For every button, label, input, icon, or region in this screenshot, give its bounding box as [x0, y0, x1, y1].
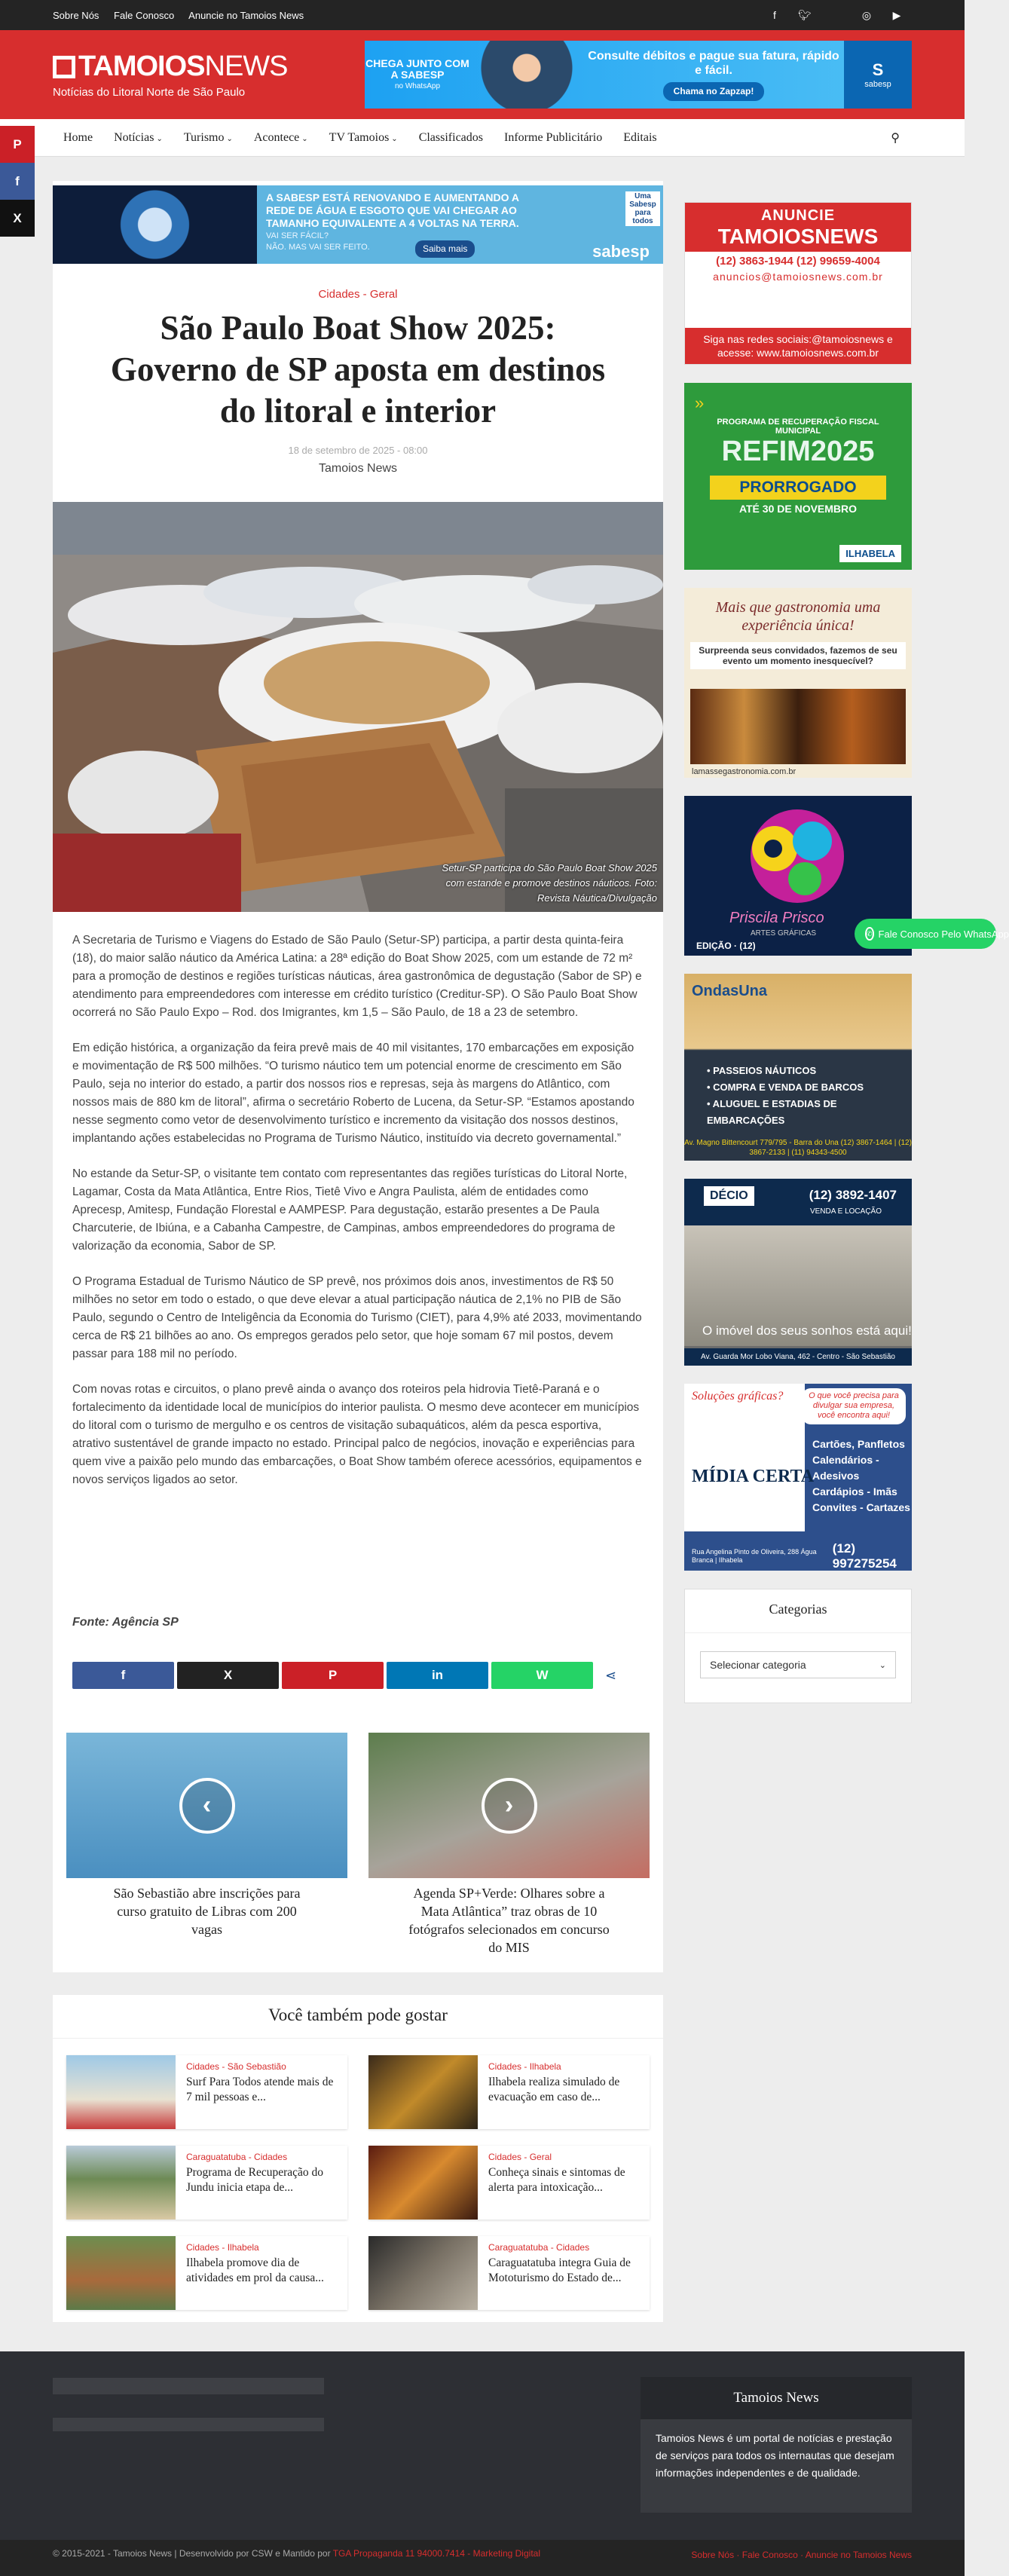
site-logo[interactable] [53, 50, 288, 99]
nav-item-informe[interactable] [494, 131, 613, 145]
card-thumbnail [368, 2146, 478, 2220]
next-post-title[interactable]: Agenda SP+Verde: Olhares sobre a Mata Atlântica” traz obras de 10 fotógrafos selecionados em concurso do MIS [408, 1886, 610, 1955]
top-links [53, 10, 316, 21]
top-bar [0, 0, 965, 30]
footer-widget-title: Tamoios News [641, 2377, 912, 2419]
banner-mid [583, 49, 844, 101]
ad-logo: Uma Sabesp para todos [625, 191, 660, 226]
ad5-services [707, 1063, 912, 1129]
facebook-icon[interactable]: f [773, 8, 776, 21]
share-more-icon[interactable]: ⋖ [605, 1667, 617, 1683]
copyright [53, 2548, 540, 2559]
card-category[interactable]: Cidades - São Sebastião [186, 2061, 286, 2072]
top-link-about[interactable]: Sobre Nós [53, 9, 99, 21]
article-paragraph: Em edição histórica, a organização da feira prevê mais de 40 mil visitantes, 170 embarcações em exposição e movimentação de R$ 500 milhões. “O turismo náutico tem um potencial enorme de crescimento em São Paulo, seja no interior do estado, a partir dos nossos rios e represas, seja às margens do Atlântico, com nossos mais de 880 km de litoral”, afirma o secretário Roberto de Lucena, da Setur-SP. “Estamos apostando nesse segmento como vetor de desenvolvimento turístico e incremento da visitação dos nossos destinos, implantando ações estabelecidas no Programa de Turismo Náutico, instituído via decreto governamental.” [72, 1042, 634, 1145]
ad2-program: PROGRAMA DE RECUPERAÇÃO FISCAL MUNICIPAL [717, 418, 879, 436]
whatsapp-contact-button[interactable] [855, 919, 1009, 949]
chevron-left-icon[interactable]: ‹ [179, 1778, 235, 1834]
ad4-footer: EDIÇÃO · (12) [696, 941, 756, 951]
category-select-value: Selecionar categoria [710, 1659, 806, 1671]
facebook-icon: f [121, 1668, 126, 1682]
facebook-icon: f [15, 173, 20, 188]
x-share-button[interactable] [0, 200, 35, 237]
top-link-contact[interactable]: Fale Conosco [114, 9, 175, 21]
pinterest-icon: P [13, 136, 22, 151]
ad1-email: anuncios@tamoiosnews.com.br [713, 271, 883, 283]
spacer [820, 9, 852, 22]
ad1-title: ANUNCIE [760, 207, 836, 224]
ad-brand: sabesp [592, 242, 650, 261]
card-category[interactable]: Cidades - Ilhabela [488, 2061, 561, 2072]
article-category[interactable]: Cidades - Geral [318, 288, 398, 301]
list-item[interactable] [66, 2146, 347, 2220]
header-ad-banner[interactable] [365, 41, 912, 109]
floating-share-bar [0, 126, 35, 237]
copyright-text: © 2015-2021 - Tamoios News | Desenvolvido por CSW e Mantido por [53, 2548, 333, 2559]
article-body [72, 932, 642, 1507]
x-share-button[interactable] [177, 1662, 279, 1689]
ad4-subtitle: ARTES GRÁFICAS [751, 929, 817, 938]
ad6-header [684, 1179, 912, 1225]
ad7-phone: (12) 997275254 [832, 1541, 897, 1571]
footer-widget-text: Tamoios News é um portal de notícias e prestação de serviços para todos os internautas que desejam informações independentes e de qualidade. [656, 2432, 894, 2479]
card-category[interactable]: Cidades - Ilhabela [186, 2242, 259, 2253]
card-title[interactable]: Surf Para Todos atende mais de 7 mil pessoas e... [186, 2076, 334, 2103]
logo-text-news: NEWS [204, 50, 288, 82]
nav-label: Turismo [183, 131, 225, 144]
nav-label: Editais [623, 131, 657, 144]
ad1-phones: (12) 3863-1944 (12) 99659-4004 [716, 255, 880, 268]
top-link-advertise[interactable]: Anuncie no Tamoios News [188, 9, 304, 21]
site-header [0, 30, 965, 119]
ad7-service: Cardápios - Imãs [812, 1485, 897, 1498]
ad3-subtext: Surpreenda seus convidados, fazemos de seu evento um momento inesquecível? [690, 642, 906, 669]
nav-item-tv-tamoios[interactable] [319, 131, 408, 145]
sabesp-logo-text: sabesp [864, 80, 891, 89]
list-item[interactable] [368, 2055, 650, 2129]
ad5-logo: OndasUna [692, 983, 768, 999]
ad7-service: Convites - Cartazes [812, 1501, 910, 1513]
footer-placeholder-block [53, 2378, 324, 2394]
also-heading: Você também pode gostar [53, 1995, 663, 2039]
article-title: São Paulo Boat Show 2025: Governo de SP aposta em destinos do litoral e interior [110, 309, 606, 430]
ad-sub1: VAI SER FÁCIL? [266, 231, 329, 240]
chevron-down-icon: ⌄ [226, 135, 233, 143]
sabesp-logo [844, 41, 912, 109]
categories-widget [684, 1589, 912, 1703]
card-category[interactable]: Caraguatatuba - Cidades [186, 2152, 288, 2162]
article-paragraph: O Programa Estadual de Turismo Náutico de SP prevê, nos próximos dois anos, investimentos de R$ 50 milhões no setor em todo o estado, o que deve elevar a atual participação náutica de 2,1% no PIB de São Paulo, segundo o Centro de Inteligência da Economia do Turismo (CIET), para 4,9% até 2033, movimentando cerca de R$ 21 bilhões ao ano. Os empregos gerados pelo setor, que hoje somam 67 mil postos, devem passar para 188 mil no período. [72, 1275, 642, 1360]
chevron-right-icon[interactable]: › [482, 1778, 537, 1834]
ad6-address: Av. Guarda Mor Lobo Viana, 462 - Centro - São Sebastião [684, 1348, 912, 1366]
nav-label: Home [63, 131, 93, 144]
sidebar-ad-decio[interactable] [684, 1179, 912, 1366]
nav-label: Classificados [418, 131, 484, 144]
article-date: 18 de setembro de 2025 - 08:00 [288, 445, 428, 456]
card-thumbnail [66, 2236, 176, 2310]
article-paragraph: Com novas rotas e circuitos, o plano prevê ainda o avanço dos roteiros pela hidrovia Tietê-Paraná e o fortalecimento da identidade local de municípios do interior paulista. O mesmo deve acontecer em municípios do litoral com o turismo de mergulho e os centros de visitação subaquáticos, além da pesca esportiva, atrativo sustentável de grande impacto no estado. Principal palco de negócios, inovação e experiências para quem vive a paixão pelo mundo das embarcações, o Boat Show também oferece acessórios, equipamentos e novos serviços ligados ao setor. [72, 1383, 642, 1486]
card-title[interactable]: Caraguatatuba integra Guia de Mototurismo do Estado de... [488, 2256, 631, 2284]
ad6-sub: VENDA E LOCAÇÃO [809, 1207, 882, 1216]
pinterest-share-button[interactable] [282, 1662, 384, 1689]
ad1-logo: TAMOIOSNEWS [717, 225, 879, 248]
ad7-white-panel [684, 1384, 805, 1531]
previous-post-image [66, 1733, 347, 1878]
chevron-down-icon: ⌄ [879, 1660, 886, 1670]
linkedin-icon: in [431, 1668, 444, 1682]
banner-left-text: CHEGA JUNTO COM A SABESP [365, 57, 469, 81]
instagram-icon[interactable]: ◎ [861, 8, 872, 21]
nav-label: TV Tamoios [329, 131, 390, 144]
previous-post-title[interactable]: São Sebastião abre inscrições para curso gratuito de Libras com 200 vagas [113, 1886, 301, 1937]
ad6-phone: (12) 3892-1407 [809, 1188, 897, 1202]
banner-mid-text: Consulte débitos e pague sua fatura, rápido e fácil. [588, 49, 839, 77]
linkedin-share-button[interactable] [387, 1662, 488, 1689]
ad6-slogan: O imóvel dos seus sonhos está aqui! [702, 1323, 912, 1338]
credit-link[interactable]: TGA Propaganda 11 94000.7414 - Marketing Digital [332, 2548, 540, 2559]
card-thumbnail [368, 2055, 478, 2129]
you-may-also-like [53, 1995, 663, 2322]
card-thumbnail [66, 2055, 176, 2129]
article-container [53, 181, 663, 1972]
ad7-address: Rua Angelina Pinto de Oliveira, 288 Água Branca | Ilhabela [692, 1548, 817, 1564]
card-category[interactable]: Caraguatatuba - Cidades [488, 2242, 590, 2253]
card-title[interactable]: Ilhabela realiza simulado de evacuação em caso de... [488, 2076, 620, 2103]
ad1-header [685, 203, 911, 252]
card-title[interactable]: Programa de Recuperação do Jundu inicia etapa de... [186, 2166, 324, 2194]
ad3-headline: Mais que gastronomia uma experiência única! [715, 599, 881, 634]
also-grid [66, 2055, 650, 2310]
sidebar-ad-midia-certa[interactable] [684, 1384, 912, 1571]
sabesp-logo-mark: S [872, 60, 884, 79]
boat-show-illustration [53, 502, 663, 912]
ad7-service: Cartões, Panfletos [812, 1438, 905, 1450]
chevron-down-icon: ⌄ [391, 135, 398, 143]
article-hero-image [53, 502, 663, 912]
whatsapp-icon: W [536, 1668, 549, 1682]
whatsapp-share-button[interactable] [491, 1662, 593, 1689]
categories-title: Categorias [685, 1589, 911, 1633]
banner-left-sub: no WhatsApp [394, 81, 441, 90]
ad7-question: Soluções gráficas? [692, 1390, 784, 1403]
nav-label: Informe Publicitário [504, 131, 603, 144]
list-item[interactable] [368, 2146, 650, 2220]
chevron-down-icon: ⌄ [156, 135, 163, 143]
nav-item-acontece[interactable] [243, 131, 319, 145]
sidebar [684, 202, 912, 1703]
ad5-service: • PASSEIOS NÁUTICOS [707, 1065, 817, 1076]
ad2-title: REFIM2025 [721, 436, 875, 467]
sidebar-ad-gastronomia[interactable] [684, 588, 912, 778]
banner-person-image [470, 41, 583, 109]
nav-item-classificados[interactable] [408, 131, 494, 145]
ad5-address: Av. Magno Bittencourt 779/795 - Barra do Una (12) 3867-1464 | (12) 3867-2133 | (11) 94343-4500 [684, 1139, 912, 1157]
nav-item-noticias[interactable] [103, 131, 173, 145]
previous-post[interactable] [66, 1733, 347, 1956]
category-select[interactable] [700, 1651, 896, 1678]
article-author[interactable]: Tamoios News [318, 462, 398, 475]
site-footer [0, 2351, 965, 2540]
ad4-name: Priscila Prisco [729, 910, 824, 926]
ad6-logo: DÉCIO [704, 1186, 754, 1206]
ad-text [257, 185, 663, 264]
footer-about-widget [641, 2377, 912, 2513]
sidebar-ad-anuncie[interactable] [684, 202, 912, 365]
ad-sub2: NÃO. MAS VAI SER FEITO. [266, 243, 370, 252]
ad5-service: • COMPRA E VENDA DE BARCOS [707, 1081, 864, 1093]
logo-text: TAMOIOS [78, 50, 205, 82]
article-paragraph: A Secretaria de Turismo e Viagens do Estado de São Paulo (Setur-SP) participa, a partir desta quinta-feira (18), do maior salão náutico da América Latina: a 28ª edição do Boat Show 2025, com um estande de 72 m² para a promoção de destinos e regiões turísticas náuticas, área gastronômica de degustação (Sabor de SP) e atendimento para empreendedores com interesse em crédito turístico (Creditur-SP). O São Paulo Boat Show ocorrerá no São Paulo Expo – Rod. dos Imigrantes, km 1,5 – São Paulo, de 18 a 23 de setembro. [72, 934, 642, 1019]
share-buttons [72, 1662, 616, 1689]
chevron-down-icon: ⌄ [301, 135, 308, 143]
ad7-bubble: O que você precisa para divulgar sua empresa, você encontra aqui! [802, 1388, 906, 1424]
double-chevron-icon: » [695, 393, 705, 412]
next-post-image [368, 1733, 650, 1878]
ad-pipe-image [53, 185, 257, 264]
list-item[interactable] [368, 2236, 650, 2310]
banner-left [365, 41, 470, 109]
footer-bottom-bar [0, 2540, 965, 2576]
next-post[interactable] [368, 1733, 650, 1956]
x-icon: X [223, 1668, 233, 1682]
ad2-badge: PRORROGADO [710, 476, 886, 500]
facebook-share-button[interactable] [0, 163, 35, 200]
ad-learn-more-button[interactable]: Saiba mais [415, 240, 475, 258]
pinterest-icon: P [328, 1668, 338, 1682]
facebook-share-button[interactable] [72, 1662, 174, 1689]
image-caption: Setur-SP participa do São Paulo Boat Show 2025 com estande e promove destinos náuticos. Foto: Revista Náutica/Divulgação [442, 862, 657, 904]
youtube-icon[interactable]: ▶ [892, 8, 901, 21]
ad5-service: • ALUGUEL E ESTADIAS DE EMBARCAÇÕES [707, 1098, 837, 1126]
whatsapp-icon: ✆ [865, 927, 874, 941]
card-title[interactable]: Ilhabela promove dia de atividades em prol da causa... [186, 2256, 324, 2284]
banner-cta-button[interactable]: Chama no Zapzap! [663, 82, 765, 101]
ad7-services [812, 1436, 912, 1516]
nav-label: Notícias [114, 131, 154, 144]
main-nav [0, 119, 965, 157]
ad3-food-images [690, 689, 906, 764]
footer-placeholder-block [53, 2418, 324, 2431]
ad7-footer [684, 1542, 912, 1571]
search-icon[interactable]: ⚲ [891, 132, 900, 145]
site-tagline: Notícias do Litoral Norte de São Paulo [53, 86, 246, 99]
twitter-icon[interactable]: 🐦︎ [798, 8, 812, 21]
list-item[interactable] [66, 2236, 347, 2310]
footer-links[interactable]: Sobre Nós · Fale Conosco · Anuncie no Tamoios News [691, 2550, 912, 2560]
ad7-logo: MÍDIA CERTA [692, 1467, 815, 1486]
ad1-social: Siga nas redes sociais:@tamoiosnews e acesse: www.tamoiosnews.com.br [685, 328, 911, 364]
ad3-url: lamassegastronomia.com.br [692, 767, 796, 776]
ad2-deadline: ATÉ 30 DE NOVEMBRO [738, 503, 858, 515]
nav-item-turismo[interactable] [173, 131, 243, 145]
article-source: Fonte: Agência SP [72, 1616, 179, 1629]
whatsapp-label: Fale Conosco Pelo WhatsApp [878, 928, 1009, 940]
nav-item-home[interactable] [53, 131, 103, 145]
card-thumbnail [66, 2146, 176, 2220]
article-paragraph: No estande da Setur-SP, o visitante tem contato com representantes das regiões turísticas do Litoral Norte, Lagamar, Costa da Mata Atlântica, Entre Rios, Tietê Vivo e Angra Paulista, além de entidades como Aprecesp, Amitesp, Fundação Florestal e AAMPESP. Para degustação, estarão presentes a De Paula Charcuterie, de Ibiúna, e a Cabanha Campestre, de Campinas, ambos empreendedores do programa de valorização da economia, Sabor de SP. [72, 1167, 628, 1253]
related-navigation [66, 1733, 650, 1956]
sidebar-ad-ondas-una[interactable] [684, 974, 912, 1161]
x-icon: X [13, 210, 22, 225]
pinterest-share-button[interactable] [0, 126, 35, 163]
nav-label: Acontece [253, 131, 300, 144]
logo-mark-icon [53, 56, 75, 78]
card-thumbnail [368, 2236, 478, 2310]
social-links [760, 9, 912, 22]
nav-item-editais[interactable] [613, 131, 667, 145]
sidebar-ad-refim[interactable] [684, 383, 912, 570]
ad7-service: Calendários - Adesivos [812, 1454, 879, 1482]
card-category[interactable]: Cidades - Geral [488, 2152, 552, 2162]
list-item[interactable] [66, 2055, 347, 2129]
top-ad-banner[interactable] [53, 185, 663, 264]
ad-headline: A SABESP ESTÁ RENOVANDO E AUMENTANDO A REDE DE ÁGUA E ESGOTO QUE VAI CHEGAR AO TAMANHO EQUIVALENTE A 4 VOLTAS NA TERRA. [266, 191, 519, 229]
card-title[interactable]: Conheça sinais e sintomas de alerta para intoxicação... [488, 2166, 625, 2194]
ad2-brand: ILHABELA [839, 545, 901, 562]
